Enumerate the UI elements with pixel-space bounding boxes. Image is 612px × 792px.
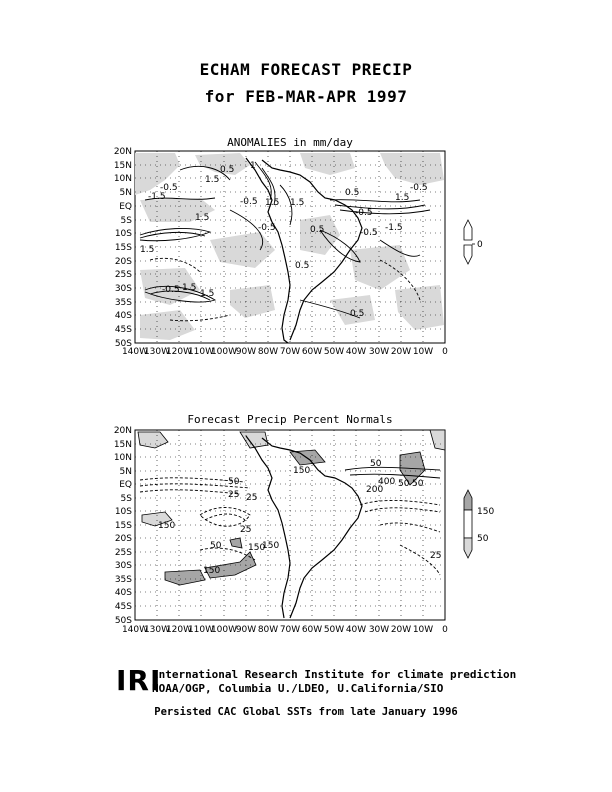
y-tick: 50S [114, 339, 132, 349]
x-tick: 70W [279, 625, 301, 635]
y-tick: 45S [114, 602, 132, 612]
contour-label: 25 [228, 490, 240, 500]
contour-label: 50 [228, 477, 240, 487]
y-tick: EQ [119, 202, 132, 212]
y-tick: 40S [114, 588, 132, 598]
contour-label: 400 [378, 477, 396, 487]
x-tick: 50W [323, 347, 345, 357]
x-tick: 80W [257, 625, 279, 635]
contour-label: -0.5 [360, 228, 378, 238]
contour-label: 1.5 [182, 283, 197, 293]
x-tick: 100W [210, 347, 238, 357]
contour-label: 25 [246, 493, 258, 503]
contour-label: 1.5 [140, 245, 155, 255]
x-tick: 30W [368, 347, 390, 357]
y-tick: EQ [119, 480, 132, 490]
x-tick: 140W [121, 625, 149, 635]
x-tick: 60W [301, 347, 323, 357]
y-tick: 40S [114, 311, 132, 321]
y-tick: 15N [113, 440, 132, 450]
contour-label: -0.5 [355, 208, 373, 218]
anomaly-map-subtitle: ANOMALIES in mm/day [227, 136, 353, 149]
contour-label: 150 [248, 543, 266, 553]
contour-label: -0.5 [162, 285, 180, 295]
y-tick: 5N [119, 467, 132, 477]
contour-label: 150 [158, 521, 176, 531]
x-tick: 110W [187, 625, 215, 635]
y-tick: 20N [113, 426, 132, 436]
contour-label: 150 [262, 541, 280, 551]
x-tick: 20W [390, 347, 412, 357]
contour-label: -0.5 [160, 183, 178, 193]
y-tick: 20N [113, 147, 132, 157]
y-tick: 35S [114, 298, 132, 308]
percent-y-axis [114, 426, 132, 626]
contour-label: 0.5 [295, 261, 310, 271]
x-tick: 40W [345, 625, 367, 635]
legend-upper: 150 [477, 507, 495, 517]
x-tick: 120W [165, 625, 193, 635]
y-tick: 30S [114, 284, 132, 294]
y-tick: 20S [114, 534, 132, 544]
contour-label: 50 [398, 479, 410, 489]
x-tick: 120W [165, 347, 193, 357]
y-tick: 10S [114, 507, 132, 517]
contour-label: 0.5 [345, 188, 360, 198]
x-tick: 110W [187, 347, 215, 357]
contour-label: -0.5 [240, 197, 258, 207]
contour-label: 1.5 [200, 289, 215, 299]
x-tick: 10W [412, 625, 434, 635]
x-tick: 0 [442, 625, 448, 635]
y-tick: 50S [114, 616, 132, 626]
contour-label: 25 [430, 551, 442, 561]
x-tick: 70W [279, 347, 301, 357]
x-tick: 40W [345, 347, 367, 357]
contour-label: 150 [203, 566, 221, 576]
x-tick: 90W [235, 347, 257, 357]
y-tick: 35S [114, 575, 132, 585]
y-tick: 5S [120, 494, 132, 504]
y-tick: 5S [120, 216, 132, 226]
legend-value: 0 [477, 240, 483, 250]
anomaly-y-axis [114, 147, 132, 349]
y-tick: 25S [114, 548, 132, 558]
y-tick: 10N [113, 453, 132, 463]
contour-label: 1 [250, 161, 256, 171]
x-tick: 0 [442, 347, 448, 357]
contour-label: 25 [240, 525, 252, 535]
footer-partners: NOAA/OGP, Columbia U./LDEO, U.California/SIO [152, 682, 444, 695]
y-tick: 10N [113, 174, 132, 184]
legend-lower: 50 [477, 534, 489, 544]
contour-label: 1.5 [265, 198, 280, 208]
contour-label: -1.5 [148, 192, 166, 202]
y-tick: 15N [113, 161, 132, 171]
x-tick: 80W [257, 347, 279, 357]
forecast-period-title: for FEB-MAR-APR 1997 [204, 87, 408, 106]
y-tick: 45S [114, 325, 132, 335]
contour-label: 1.5 [395, 193, 410, 203]
y-tick: 20S [114, 257, 132, 267]
contour-label: 150 [293, 466, 311, 476]
contour-label: 1.5 [195, 213, 210, 223]
x-tick: 100W [210, 625, 238, 635]
y-tick: 25S [114, 270, 132, 280]
contour-label: 1.5 [205, 175, 220, 185]
footer-sst-note: Persisted CAC Global SSTs from late January 1996 [154, 706, 458, 718]
x-tick: 130W [143, 347, 171, 357]
anomaly-x-axis [122, 347, 448, 357]
x-tick: 30W [368, 625, 390, 635]
percent-legend [464, 490, 494, 558]
y-tick: 15S [114, 243, 132, 253]
y-tick: 5N [119, 188, 132, 198]
x-tick: 20W [390, 625, 412, 635]
x-tick: 90W [235, 625, 257, 635]
contour-label: -0.5 [258, 223, 276, 233]
percent-x-axis [122, 625, 448, 635]
y-tick: 10S [114, 229, 132, 239]
contour-label: 0.5 [350, 309, 365, 319]
iri-logo: IRI [116, 664, 162, 697]
y-tick: 15S [114, 521, 132, 531]
contour-label: 0.5 [220, 165, 235, 175]
contour-label: 200 [366, 485, 384, 495]
x-tick: 130W [143, 625, 171, 635]
anomaly-map [114, 147, 483, 357]
percent-normal-map [114, 426, 495, 635]
contour-label: -1.5 [385, 223, 403, 233]
x-tick: 60W [301, 625, 323, 635]
x-tick: 50W [323, 625, 345, 635]
contour-label: 50 [370, 459, 382, 469]
percent-normal-map-subtitle: Forecast Precip Percent Normals [187, 413, 393, 426]
contour-label: -0.5 [410, 183, 428, 193]
contour-label: 1.5 [290, 198, 305, 208]
y-tick: 30S [114, 561, 132, 571]
footer-institute: International Research Institute for climate prediction [152, 668, 517, 681]
forecast-title: ECHAM FORECAST PRECIP [199, 60, 413, 79]
x-tick: 140W [121, 347, 149, 357]
contour-label: 50 [210, 541, 222, 551]
contour-label: 50 [412, 479, 424, 489]
contour-label: 0.5 [310, 225, 325, 235]
x-tick: 10W [412, 347, 434, 357]
anomaly-legend [464, 220, 483, 264]
